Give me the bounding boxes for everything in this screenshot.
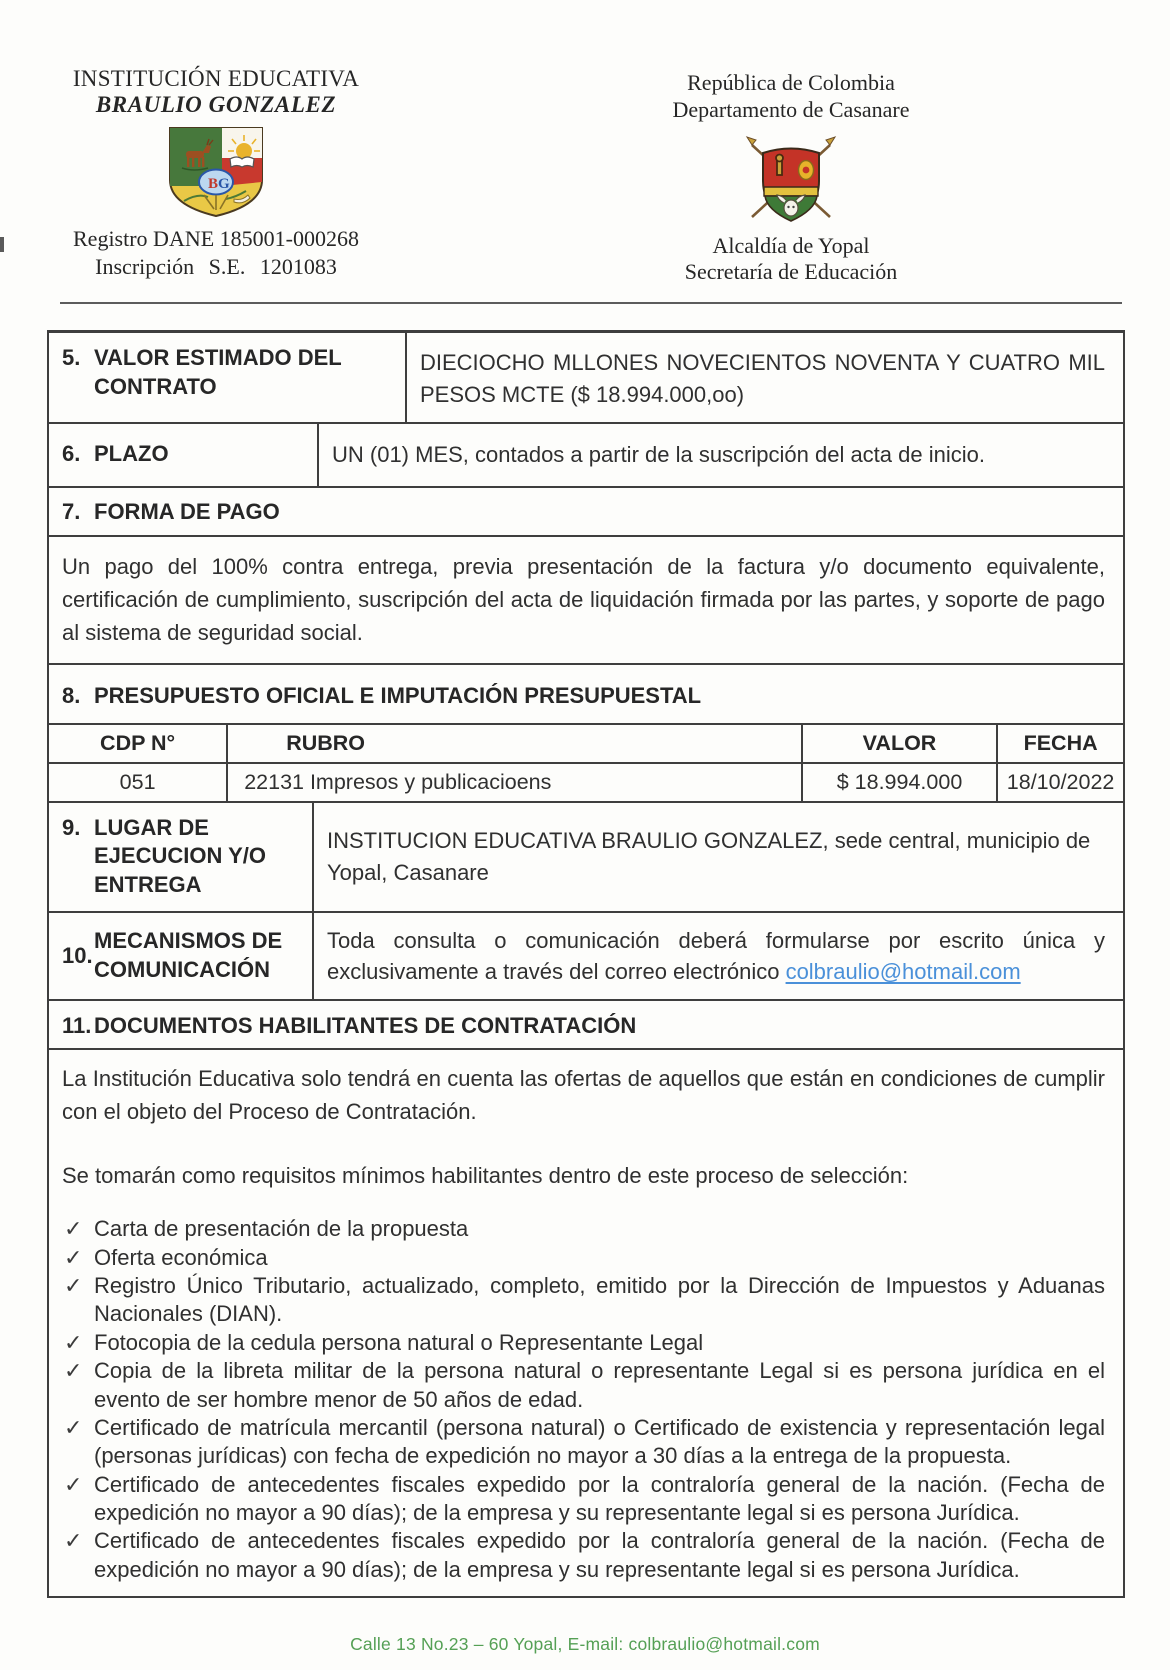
contract-table bbox=[47, 330, 1125, 1598]
forma-pago-paragraph: Un pago del 100% contra entrega, previa presentación de la factura y/o documento equivalente, certificación de cumplimiento, suscripción del acta de liquidación firmada por las partes, y soporte de pago al sistema de seguridad social. bbox=[62, 553, 1105, 645]
mecanismos-value bbox=[312, 913, 1123, 1000]
row-documentos-header bbox=[49, 999, 1123, 1048]
item-number: 10. bbox=[62, 942, 93, 968]
checklist-item: ✓ Certificado de antecedentes fiscales expedido por la contraloría general de la nación. (Fecha de expedición no mayor a 90 días); de la empresa y su representante legal si es persona Jurídica. bbox=[62, 1471, 1105, 1528]
checkmark-icon: ✓ bbox=[64, 1244, 83, 1270]
svg-text:G: G bbox=[218, 176, 230, 192]
row-documentos-body bbox=[49, 1048, 1123, 1596]
row-forma-pago-header bbox=[49, 486, 1123, 535]
checkmark-icon: ✓ bbox=[64, 1329, 83, 1355]
svg-text:B: B bbox=[208, 176, 219, 192]
presupuesto-label: PRESUPUESTO OFICIAL E IMPUTACIÓN PRESUPUESTAL bbox=[94, 682, 702, 708]
institution-subname: BRAULIO GONZALEZ bbox=[95, 92, 337, 117]
republic-line: República de Colombia bbox=[687, 70, 895, 95]
checkmark-icon: ✓ bbox=[64, 1414, 83, 1440]
alcaldia-line: Alcaldía de Yopal bbox=[712, 232, 870, 258]
fecha-value: 18/10/2022 bbox=[996, 764, 1123, 801]
checkmark-icon: ✓ bbox=[64, 1471, 83, 1497]
department-line: Departamento de Casanare bbox=[672, 96, 910, 122]
row-forma-pago-body bbox=[49, 535, 1123, 663]
institution-name: INSTITUCIÓN EDUCATIVA bbox=[72, 66, 360, 91]
documentos-label: DOCUMENTOS HABILITANTES DE CONTRATACIÓN bbox=[94, 1012, 637, 1038]
item-number: 6. bbox=[62, 441, 81, 467]
checkmark-icon: ✓ bbox=[64, 1358, 83, 1384]
row-presupuesto-header bbox=[49, 663, 1123, 723]
col-header-fecha: FECHA bbox=[996, 725, 1123, 762]
secretaria-line: Secretaría de Educación bbox=[684, 259, 898, 285]
checklist-item: ✓ Fotocopia de la cedula persona natural o Representante Legal bbox=[62, 1329, 1105, 1357]
row-lugar bbox=[49, 801, 1123, 911]
mecanismos-label: MECANISMOS DE COMUNICACIÓN bbox=[94, 928, 283, 982]
checklist-item: ✓ Oferta económica bbox=[62, 1244, 1105, 1272]
budget-table bbox=[49, 723, 1123, 801]
requirements-checklist bbox=[62, 1215, 1105, 1584]
checklist-item: ✓ Certificado de antecedentes fiscales expedido por la contraloría general de la nación. (Fecha de expedición no mayor a 90 días); de la empresa y su representante legal si es persona Jurídica. bbox=[62, 1527, 1105, 1584]
header-divider bbox=[60, 302, 1122, 304]
item-number: 11. bbox=[62, 1012, 92, 1038]
forma-pago-label: FORMA DE PAGO bbox=[94, 499, 280, 525]
item-number: 9. bbox=[62, 814, 81, 840]
registro-dane: Registro DANE 185001-000268 bbox=[73, 226, 359, 251]
footer-address: Calle 13 No.23 – 60 Yopal, E-mail: colbraulio@hotmail.com bbox=[350, 1634, 820, 1655]
plazo-label: PLAZO bbox=[94, 441, 169, 467]
col-header-cdp: CDP N° bbox=[100, 730, 176, 755]
documentos-paragraph-1: La Institución Educativa solo tendrá en cuenta las ofertas de aquellos que están en condiciones de cumplir con el objeto del Proceso de Contratación. bbox=[62, 1066, 1105, 1125]
budget-header-row bbox=[49, 725, 1123, 762]
document-header bbox=[0, 0, 1170, 302]
plazo-value: UN (01) MES, contados a partir de la suscripción del acta de inicio. bbox=[317, 424, 1123, 486]
col-header-rubro: RUBRO bbox=[226, 725, 801, 762]
government-header-block bbox=[636, 70, 946, 286]
inscripcion-se: Inscripción S.E. 1201083 bbox=[95, 253, 337, 279]
checklist-item: ✓ Registro Único Tributario, actualizado, completo, emitido por la Dirección de Impuestos y Aduanas Nacionales (DIAN). bbox=[62, 1272, 1105, 1329]
valor-value: DIECIOCHO MLLONES NOVECIENTOS NOVENTA Y CUATRO MIL PESOS MCTE ($ 18.994.000,oo) bbox=[405, 333, 1123, 422]
valor-label: VALOR ESTIMADO DEL CONTRATO bbox=[94, 345, 342, 399]
rubro-value: 22131 Impresos y publicacioens bbox=[226, 764, 801, 801]
checklist-item: ✓ Certificado de matrícula mercantil (persona natural) o Certificado de existencia y representación legal (personas jurídicas) con fecha de expedición no mayor a 30 días a la entrega de la propuesta. bbox=[62, 1414, 1105, 1471]
lugar-label: LUGAR DE EJECUCION Y/O ENTREGA bbox=[94, 814, 266, 897]
row-plazo bbox=[49, 422, 1123, 486]
valor-cdp-value: $ 18.994.000 bbox=[801, 764, 996, 801]
institution-header-block bbox=[70, 66, 362, 280]
checklist-item: ✓ Carta de presentación de la propuesta bbox=[62, 1215, 1105, 1243]
budget-data-row bbox=[49, 762, 1123, 801]
yopal-crest-icon bbox=[730, 131, 852, 227]
item-number: 8. bbox=[62, 682, 81, 708]
checklist-item: ✓ Copia de la libreta militar de la persona natural o representante Legal si es persona jurídica en el evento de ser hombre menor de 50 años de edad. bbox=[62, 1357, 1105, 1414]
row-valor-estimado bbox=[49, 333, 1123, 422]
row-mecanismos bbox=[49, 911, 1123, 1000]
school-crest-icon bbox=[164, 125, 268, 219]
documentos-paragraph-2: Se tomarán como requisitos mínimos habilitantes dentro de este proceso de selección: bbox=[62, 1163, 909, 1189]
lugar-value: INSTITUCION EDUCATIVA BRAULIO GONZALEZ, sede central, municipio de Yopal, Casanare bbox=[312, 803, 1123, 911]
email-link[interactable]: colbraulio@hotmail.com bbox=[785, 959, 1021, 985]
checkmark-icon: ✓ bbox=[64, 1216, 83, 1242]
item-number: 7. bbox=[62, 499, 81, 525]
col-header-valor: VALOR bbox=[801, 725, 996, 762]
checkmark-icon: ✓ bbox=[64, 1273, 83, 1299]
mecanismos-text: Toda consulta o comunicación deberá formularse por escrito única y exclusivamente a través del correo electrónico bbox=[327, 927, 1105, 985]
cdp-value: 051 bbox=[119, 769, 156, 794]
checkmark-icon: ✓ bbox=[64, 1528, 83, 1554]
item-number: 5. bbox=[62, 345, 81, 370]
